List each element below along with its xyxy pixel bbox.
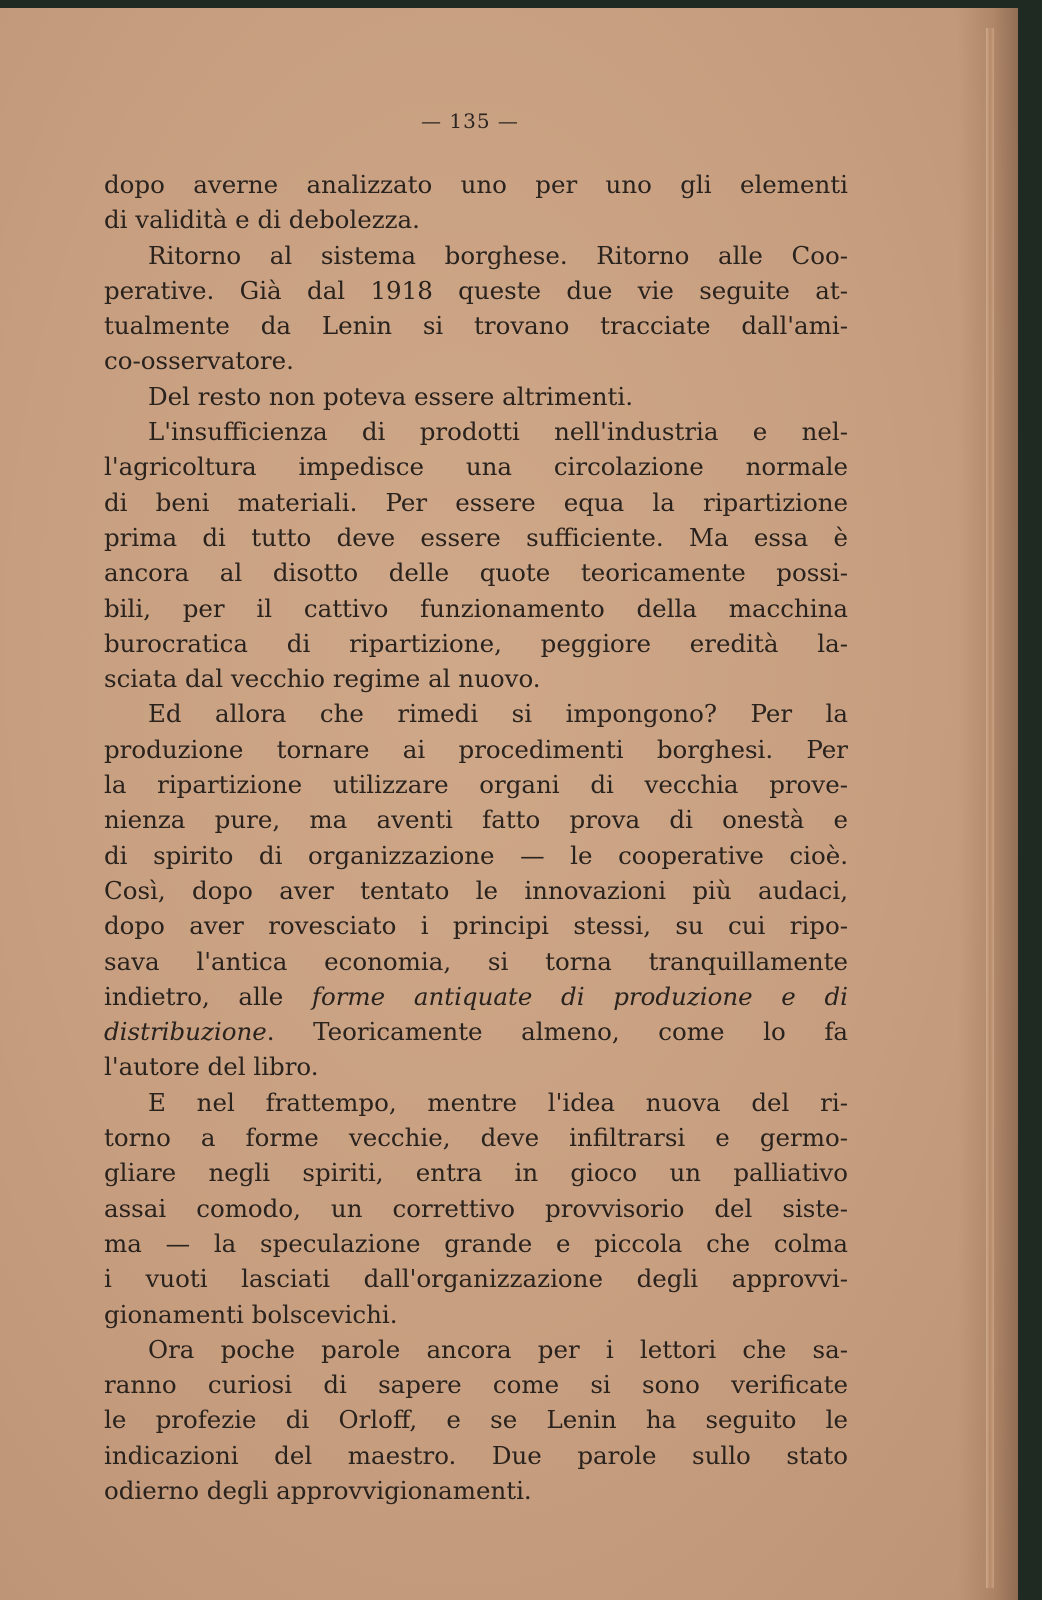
text-line: indietro, alle forme antiquate di produzione e di bbox=[104, 981, 848, 1011]
text-line: assai comodo, un correttivo provvisorio del siste- bbox=[104, 1193, 848, 1223]
emphasis-text: distribuzione bbox=[104, 1017, 267, 1047]
text-line: produzione tornare ai procedimenti borghesi. Per bbox=[104, 734, 848, 764]
text-line: Ora poche parole ancora per i lettori che sa- bbox=[148, 1334, 848, 1364]
text-line: i vuoti lasciati dall'organizzazione degli approvvi- bbox=[104, 1264, 848, 1294]
text-line: distribuzione. Teoricamente almeno, come lo fa bbox=[104, 1017, 848, 1047]
book-page bbox=[0, 8, 1018, 1600]
text-line: odierno degli approvvigionamenti. bbox=[104, 1475, 532, 1505]
text-line: Così, dopo aver tentato le innovazioni più audaci, bbox=[104, 875, 848, 905]
text-line: perative. Già dal 1918 queste due vie seguite at- bbox=[104, 275, 848, 305]
text-line: co-osservatore. bbox=[104, 346, 294, 376]
text-line: bili, per il cattivo funzionamento della macchina bbox=[104, 593, 848, 623]
text-line: l'autore del libro. bbox=[104, 1052, 319, 1082]
text-line: l'agricoltura impedisce una circolazione normale bbox=[104, 452, 848, 482]
text-line: ma — la speculazione grande e piccola che colma bbox=[104, 1228, 848, 1258]
text-line: torno a forme vecchie, deve infiltrarsi e germo- bbox=[104, 1123, 848, 1153]
text-line: prima di tutto deve essere sufficiente. Ma essa è bbox=[104, 522, 848, 552]
text-line: dopo aver rovesciato i principi stessi, su cui ripo- bbox=[104, 911, 848, 941]
text-line: nienza pure, ma aventi fatto prova di onestà e bbox=[104, 805, 848, 835]
page-binding-edge bbox=[986, 28, 994, 1588]
text-line: ancora al disotto delle quote teoricamente possi- bbox=[104, 558, 848, 588]
text-line: burocratica di ripartizione, peggiore eredità la- bbox=[104, 628, 848, 658]
text-line: Del resto non poteva essere altrimenti. bbox=[148, 381, 633, 411]
text-line: sciata dal vecchio regime al nuovo. bbox=[104, 664, 541, 694]
emphasis-text: forme antiquate di produzione e di bbox=[311, 981, 848, 1011]
page-number: — 135 — bbox=[421, 109, 519, 133]
text-line: di spirito di organizzazione — le cooperative cioè. bbox=[104, 840, 848, 870]
text-line: di validità e di debolezza. bbox=[104, 205, 420, 235]
text-line: Ritorno al sistema borghese. Ritorno alle Coo- bbox=[148, 240, 848, 270]
text-line: E nel frattempo, mentre l'idea nuova del ri- bbox=[148, 1087, 848, 1117]
text-line: Ed allora che rimedi si impongono? Per la bbox=[148, 699, 848, 729]
text-line: ranno curiosi di sapere come si sono verificate bbox=[104, 1370, 848, 1400]
text-line: gliare negli spiriti, entra in gioco un palliativo bbox=[104, 1158, 848, 1188]
text-line: indicazioni del maestro. Due parole sullo stato bbox=[104, 1440, 848, 1470]
text-line: L'insufficienza di prodotti nell'industria e nel- bbox=[148, 417, 848, 447]
text-line: dopo averne analizzato uno per uno gli elementi bbox=[104, 170, 848, 199]
body-text bbox=[104, 167, 848, 1508]
text-line: gionamenti bolscevichi. bbox=[104, 1299, 398, 1329]
text-line: sava l'antica economia, si torna tranquillamente bbox=[104, 946, 848, 976]
text-line: di beni materiali. Per essere equa la ripartizione bbox=[104, 487, 848, 517]
text-line: le profezie di Orloff, e se Lenin ha seguito le bbox=[104, 1405, 848, 1435]
text-line: la ripartizione utilizzare organi di vecchia prove- bbox=[104, 770, 848, 800]
text-line: tualmente da Lenin si trovano tracciate dall'ami- bbox=[104, 311, 848, 341]
